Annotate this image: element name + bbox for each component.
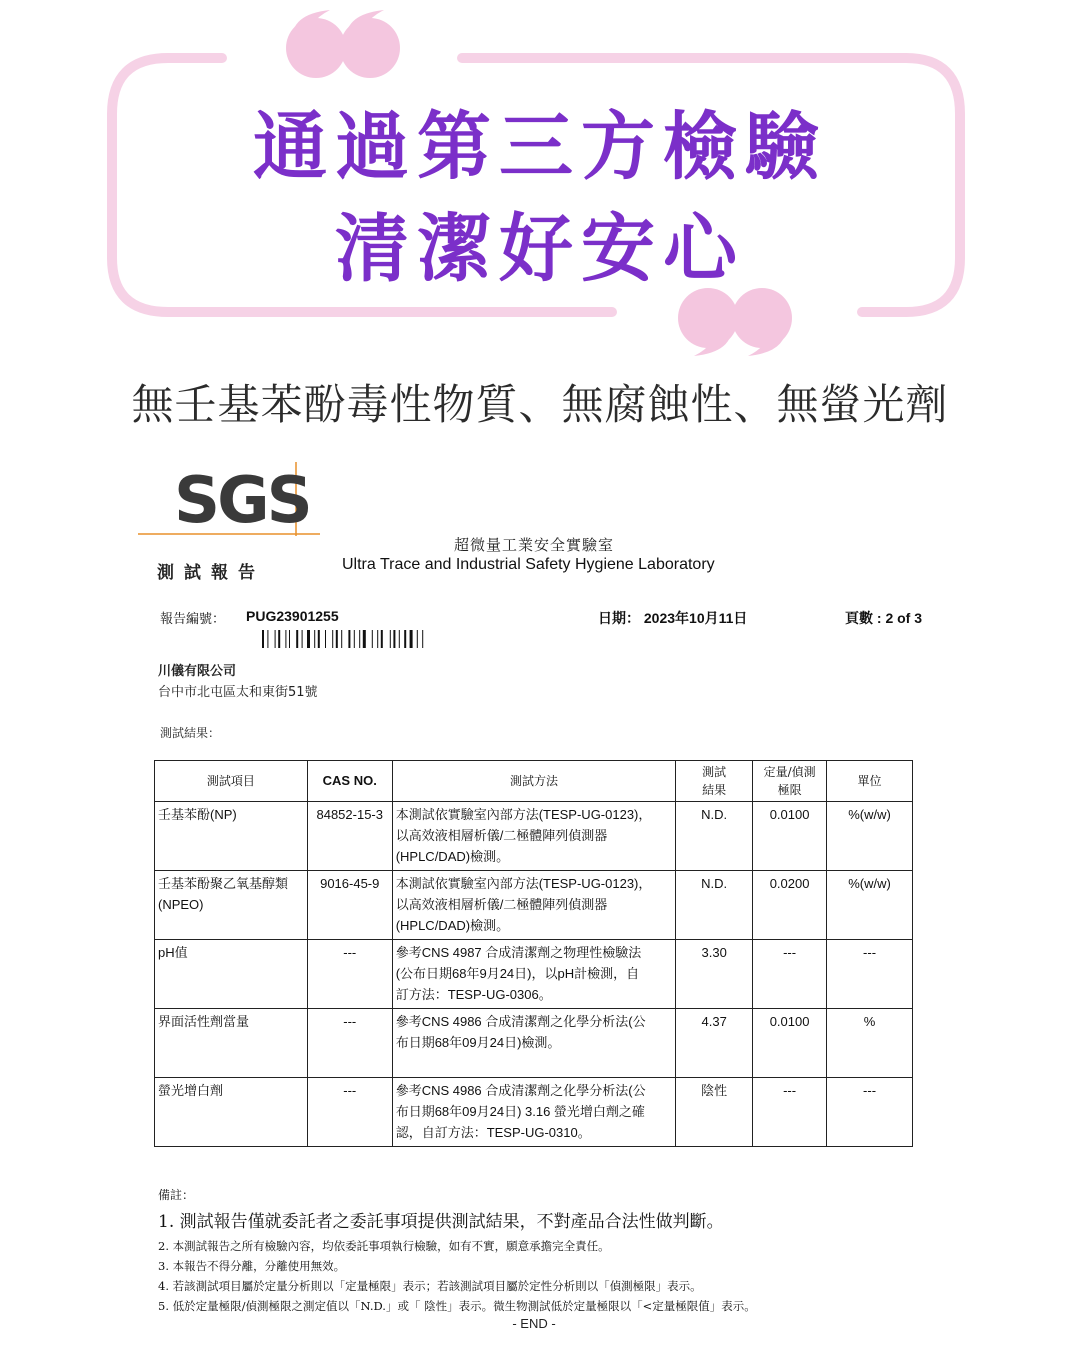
item-line1: 壬基苯酚(NP) (158, 807, 237, 822)
sgs-logo (138, 456, 320, 536)
cell-unit: %(w/w) (827, 871, 913, 940)
item-line2: (NPEO) (158, 897, 204, 912)
report-title: 測試報告 (157, 563, 265, 583)
note-2: 2. 本測試報告之所有檢驗內容，均依委託事項執行檢驗，如有不實，願意承擔完全責任。 (158, 1239, 610, 1253)
method-line3: 訂方法：TESP-UG-0306。 (395, 987, 552, 1002)
method-line2: 布日期68年09月24日)檢測。 (395, 1035, 561, 1050)
header-limit-line1: 定量/偵測 (763, 765, 816, 779)
cell-result: 陰性 (676, 1078, 753, 1147)
close-quote-icon (678, 288, 792, 356)
cell-limit: 0.0200 (753, 871, 827, 940)
header-unit: 單位 (827, 761, 913, 802)
header-limit (753, 761, 827, 802)
table-row (155, 940, 913, 1009)
cell-unit: %(w/w) (827, 802, 913, 871)
cell-limit: --- (753, 1078, 827, 1147)
cell-limit: --- (753, 940, 827, 1009)
headline-line-2: 清潔好安心 (335, 206, 745, 292)
cell-method (392, 940, 676, 1009)
barcode (262, 630, 478, 648)
header-limit-line2: 極限 (777, 783, 802, 797)
report-number-label: 報告編號： (160, 612, 226, 627)
method-line3: (HPLC/DAD)檢測。 (395, 918, 510, 933)
method-line2: 以高效液相層析儀/二極體陣列偵測器 (395, 828, 608, 843)
results-label: 測試結果： (160, 726, 221, 740)
cell-result: 3.30 (676, 940, 753, 1009)
cell-item (155, 802, 308, 871)
header-result-line2: 結果 (702, 783, 727, 797)
cell-cas: 84852-15-3 (307, 802, 392, 871)
results-table (154, 760, 913, 1147)
item-line1: 界面活性劑當量 (158, 1014, 250, 1029)
note-5: 5. 低於定量極限/偵測極限之測定值以「N.D.」或「 陰性」表示。微生物測試低於定量極限以「<定量極限值」表示。 (158, 1299, 756, 1313)
cell-result: 4.37 (676, 1009, 753, 1078)
report-date: 日期： 2023年10月11日 (598, 610, 748, 626)
report-number: PUG23901255 (246, 608, 339, 624)
header-result-line1: 測試 (702, 765, 727, 779)
cell-item (155, 940, 308, 1009)
notes-title: 備註： (158, 1188, 195, 1202)
method-line2: 以高效液相層析儀/二極體陣列偵測器 (395, 897, 608, 912)
table-row (155, 1078, 913, 1147)
client-company: 川儀有限公司 (158, 664, 237, 679)
report-notes (158, 1186, 756, 1316)
item-line1: 壬基苯酚聚乙氧基醇類 (158, 876, 289, 891)
cell-result: N.D. (676, 802, 753, 871)
cell-cas: --- (307, 940, 392, 1009)
table-row (155, 1009, 913, 1078)
note-1: 1. 測試報告僅就委託者之委託事項提供測試結果，不對產品合法性做判斷。 (158, 1212, 724, 1232)
page-number: 頁數 : 2 of 3 (845, 610, 923, 626)
sgs-logo-text: SGS (174, 464, 310, 538)
headline-line-1: 通過第三方檢驗 (253, 104, 827, 190)
item-line1: 螢光增白劑 (158, 1083, 224, 1098)
cell-cas: --- (307, 1009, 392, 1078)
method-line1: 參考CNS 4986 合成清潔劑之化學分析法(公 (395, 1014, 646, 1029)
end-mark: - END - (512, 1316, 556, 1331)
client-address: 台中市北屯區太和東街51號 (158, 685, 318, 700)
cell-limit: 0.0100 (753, 802, 827, 871)
test-report-document (0, 450, 1080, 1350)
method-line3: 認，自訂方法：TESP-UG-0310。 (395, 1125, 591, 1140)
cell-method (392, 802, 676, 871)
cell-item (155, 1078, 308, 1147)
open-quote-icon (286, 10, 400, 78)
cell-item (155, 871, 308, 940)
hero-banner (0, 0, 1080, 370)
header-cas: CAS NO. (307, 761, 392, 802)
cell-method (392, 871, 676, 940)
method-line2: 布日期68年09月24日) 3.16 螢光增白劑之確 (395, 1104, 645, 1119)
method-line1: 本測試依實驗室內部方法(TESP-UG-0123)， (395, 807, 652, 822)
note-4: 4. 若該測試項目屬於定量分析則以「定量極限」表示；若該測試項目屬於定性分析則以「偵測極限」表示。 (158, 1279, 702, 1293)
cell-item (155, 1009, 308, 1078)
cell-method (392, 1009, 676, 1078)
header-result (676, 761, 753, 802)
lab-name-english: Ultra Trace and Industrial Safety Hygiene Laboratory (342, 556, 715, 573)
subheadline: 無壬基苯酚毒性物質、無腐蝕性、無螢光劑 (131, 380, 949, 429)
table-header-row (155, 761, 913, 802)
method-line1: 參考CNS 4987 合成清潔劑之物理性檢驗法 (395, 945, 642, 960)
cell-limit: 0.0100 (753, 1009, 827, 1078)
cell-unit: % (827, 1009, 913, 1078)
header-method: 測試方法 (392, 761, 676, 802)
method-line3: (HPLC/DAD)檢測。 (395, 849, 510, 864)
method-line1: 參考CNS 4986 合成清潔劑之化學分析法(公 (395, 1083, 646, 1098)
cell-unit: --- (827, 1078, 913, 1147)
cell-result: N.D. (676, 871, 753, 940)
item-line1: pH值 (158, 945, 188, 960)
cell-cas: --- (307, 1078, 392, 1147)
header-item: 測試項目 (155, 761, 308, 802)
method-line2: (公布日期68年9月24日)，以pH計檢測，自 (395, 966, 640, 981)
cell-cas: 9016-45-9 (307, 871, 392, 940)
method-line1: 本測試依實驗室內部方法(TESP-UG-0123)， (395, 876, 652, 891)
lab-name-chinese: 超微量工業安全實驗室 (454, 536, 615, 554)
note-3: 3. 本報告不得分離，分離使用無效。 (158, 1259, 346, 1273)
cell-method (392, 1078, 676, 1147)
table-row (155, 871, 913, 940)
cell-unit: --- (827, 940, 913, 1009)
table-row (155, 802, 913, 871)
